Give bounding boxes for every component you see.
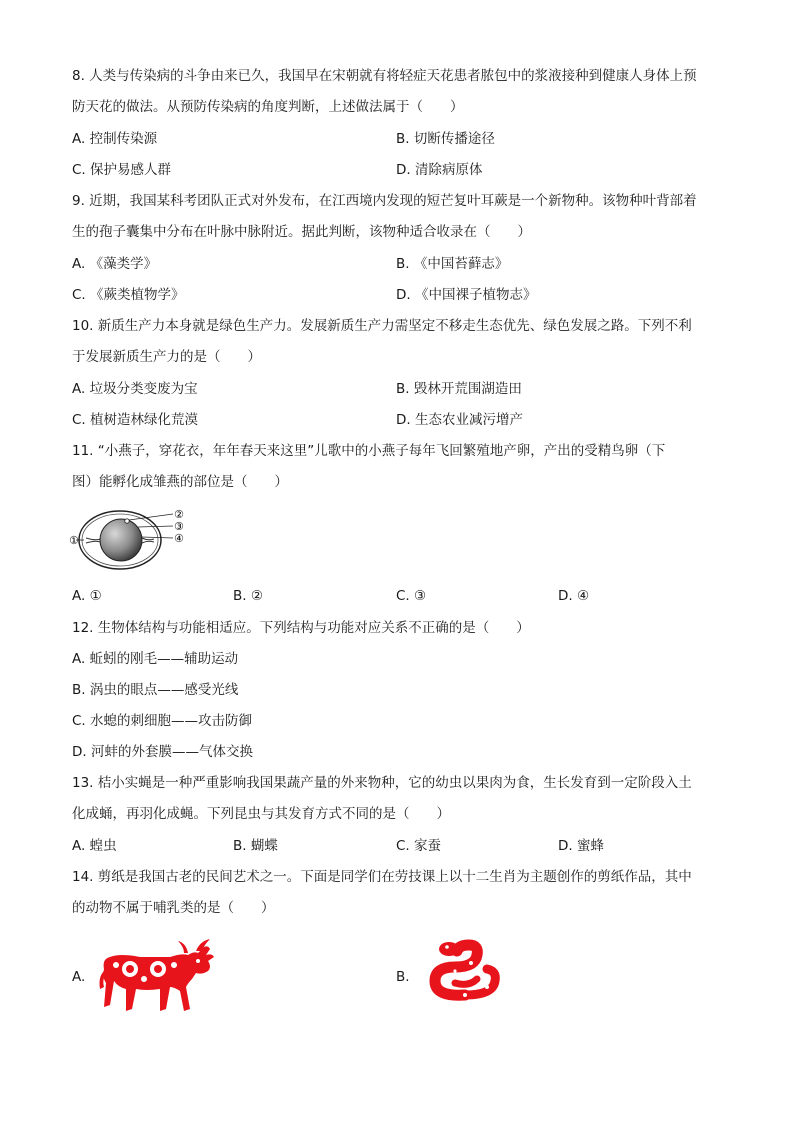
ox-papercut-image[interactable] <box>100 935 218 1017</box>
leader-3 <box>138 526 173 527</box>
q14-option-b[interactable]: B. <box>396 969 410 985</box>
q11-stem-line2: 图）能孵化成雏燕的部位是（ ） <box>72 474 288 490</box>
egg-label-4: ④ <box>174 532 184 545</box>
q14-stem-line1: 14. 剪纸是我国古老的民间艺术之一。下面是同学们在劳技课上以十二生肖为主题创作的剪纸作品，其中 <box>72 869 692 885</box>
leader-4 <box>142 537 173 538</box>
egg-diagram <box>69 505 192 575</box>
q8-stem-line1: 8. 人类与传染病的斗争由来已久，我国早在宋朝就有将轻症天花患者脓包中的浆液接种到健康人身体上预 <box>72 68 697 84</box>
q10-stem-line1: 10. 新质生产力本身就是绿色生产力。发展新质生产力需坚定不移走生态优先、绿色发展之路。下列不利 <box>72 318 692 334</box>
q11-option-a[interactable]: A. ① <box>72 588 102 604</box>
q14-stem-line2: 的动物不属于哺乳类的是（ ） <box>72 900 275 916</box>
q12-stem: 12. 生物体结构与功能相适应。下列结构与功能对应关系不正确的是（ ） <box>72 620 530 636</box>
q11-option-b[interactable]: B. ② <box>233 588 263 604</box>
q11-option-d[interactable]: D. ④ <box>558 588 590 604</box>
leader-2 <box>129 514 173 520</box>
chalaza-left-2 <box>86 541 100 543</box>
q9-stem-line1: 9. 近期，我国某科考团队正式对外发布，在江西境内发现的短芒复叶耳蕨是一个新物种。该物种叶背部着 <box>72 193 697 209</box>
q12-option-a[interactable]: A. 蚯蚓的刚毛——辅助运动 <box>72 651 239 667</box>
q13-stem-line2: 化成蛹，再羽化成蝇。下列昆虫与其发育方式不同的是（ ） <box>72 806 450 822</box>
germinal-disc <box>125 519 129 523</box>
q8-option-c[interactable]: C. 保护易感人群 <box>72 162 172 178</box>
q14-option-a[interactable]: A. <box>72 969 86 985</box>
egg-label-2: ② <box>174 508 184 521</box>
q13-option-a[interactable]: A. 蝗虫 <box>72 838 117 854</box>
q9-option-a[interactable]: A. 《藻类学》 <box>72 256 158 272</box>
q13-option-b[interactable]: B. 蝴蝶 <box>233 838 278 854</box>
q12-option-b[interactable]: B. 涡虫的眼点——感受光线 <box>72 682 239 698</box>
egg-label-3: ③ <box>174 520 184 533</box>
q9-stem-line2: 生的孢子囊集中分布在叶脉中脉附近。据此判断，该物种适合收录在（ ） <box>72 224 531 240</box>
q12-option-d[interactable]: D. 河蚌的外套膜——气体交换 <box>72 744 253 760</box>
q9-option-c[interactable]: C. 《蕨类植物学》 <box>72 287 185 303</box>
yolk <box>100 519 142 561</box>
q11-stem-line1: 11. “小燕子，穿花衣，年年春天来这里”儿歌中的小燕子每年飞回繁殖地产卵，产出的受精鸟卵（下 <box>72 443 666 459</box>
q10-option-a[interactable]: A. 垃圾分类变废为宝 <box>72 381 198 397</box>
q8-option-b[interactable]: B. 切断传播途径 <box>396 131 495 147</box>
q13-option-c[interactable]: C. 家蚕 <box>396 838 442 854</box>
snake-head <box>439 942 459 956</box>
chalaza-right-2 <box>142 541 154 543</box>
q9-option-d[interactable]: D. 《中国裸子植物志》 <box>396 287 537 303</box>
q8-stem-line2: 防天花的做法。从预防传染病的角度判断，上述做法属于（ ） <box>72 99 464 115</box>
q11-option-c[interactable]: C. ③ <box>396 588 427 604</box>
q9-option-b[interactable]: B. 《中国苔藓志》 <box>396 256 509 272</box>
chalaza-left <box>86 538 100 540</box>
q8-option-d[interactable]: D. 清除病原体 <box>396 162 483 178</box>
egg-label-1: ① <box>69 534 79 547</box>
q10-stem-line2: 于发展新质生产力的是（ ） <box>72 349 261 365</box>
q13-option-d[interactable]: D. 蜜蜂 <box>558 838 604 854</box>
q8-option-a[interactable]: A. 控制传染源 <box>72 131 158 147</box>
q10-option-c[interactable]: C. 植树造林绿化荒漠 <box>72 412 199 428</box>
q10-option-d[interactable]: D. 生态农业减污增产 <box>396 412 523 428</box>
snake-papercut-image[interactable] <box>425 935 505 1007</box>
q13-stem-line1: 13. 桔小实蝇是一种严重影响我国果蔬产量的外来物种，它的幼虫以果肉为食，生长发育到一定阶段入土 <box>72 775 692 791</box>
chalaza-right <box>142 538 154 540</box>
q12-option-c[interactable]: C. 水螅的刺细胞——攻击防御 <box>72 713 253 729</box>
q10-option-b[interactable]: B. 毁林开荒围湖造田 <box>396 381 522 397</box>
